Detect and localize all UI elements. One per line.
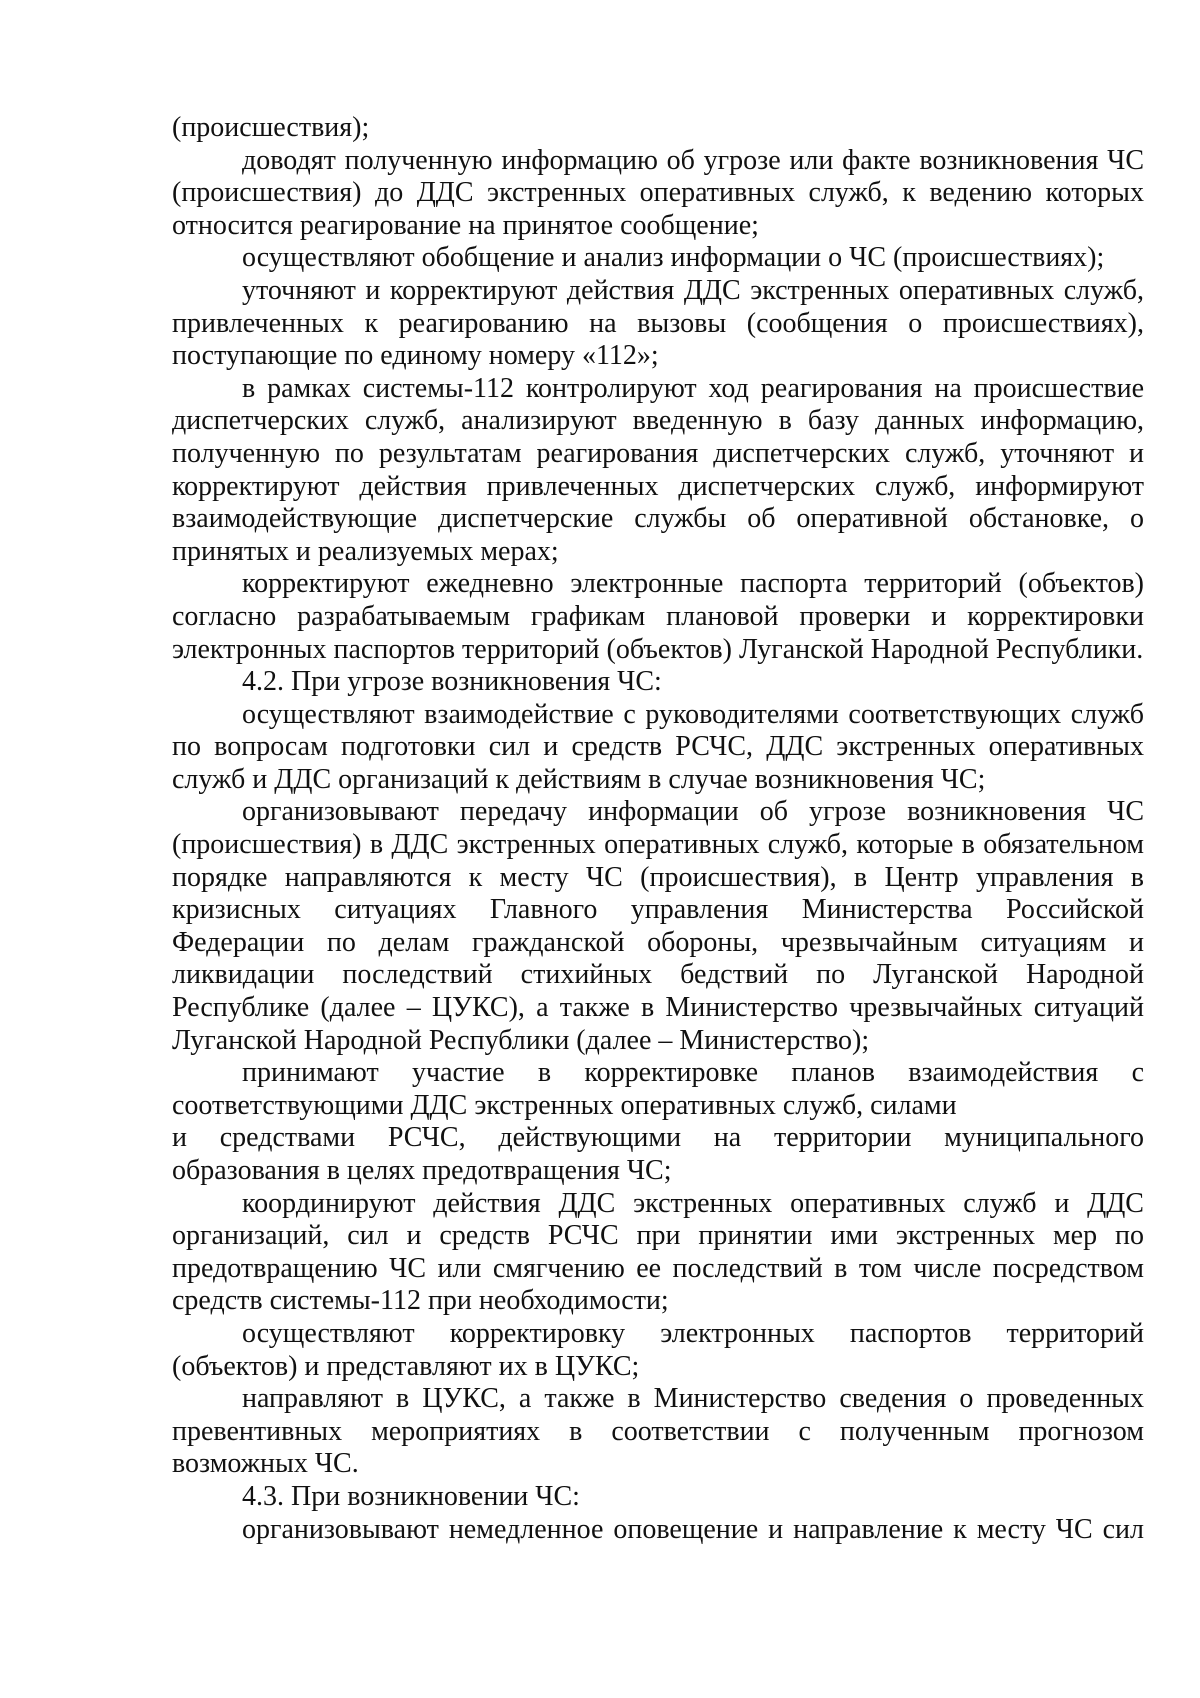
paragraph-12: направляют в ЦУКС, а также в Министерство сведения о проведенных превентивных мероприятиях в соответствии с полученным прогнозом возможных ЧС. [172,1383,1144,1480]
section-heading-4-2: 4.2. При угрозе возникновения ЧС: [242,666,662,698]
paragraph-13: организовывают немедленное оповещение и направление к месту ЧС сил [242,1513,1144,1545]
paragraph-7: осуществляют взаимодействие с руководителями соответствующих служб по вопросам подготовки сил и средств РСЧС, ДДС экстренных оперативных служб и ДДС организаций к действиям в случае возникновения ЧС; [172,698,1144,795]
paragraph-1: (происшествия); [172,112,370,143]
paragraph-8: организовывают передачу информации об угрозе возникновения ЧС (происшествия) в ДДС экстренных оперативных служб, которые в обязательном порядке направляются к месту ЧС (происшествия), в Центр управления в кризисных ситуациях Главного управления Министерства Российской Федерации по делам гражданской обороны, чрезвычайным ситуациям и ликвидации последствий стихийных бедствий по Луганской Народной Республике (далее – ЦУКС), а также в Министерство чрезвычайных ситуаций Луганской Народной Республики (далее – Министерство); [172,796,1144,1056]
paragraph-4: уточняют и корректируют действия ДДС экстренных оперативных служб, привлеченных к реагированию на вызовы (сообщения о происшествиях), поступающие по единому номеру «112»; [172,274,1144,372]
paragraph-6: корректируют ежедневно электронные паспорта территорий (объектов) согласно разрабатываемым графикам плановой проверки и корректировки электронных паспортов территорий (объектов) Луганской Народной Республики. [172,568,1144,665]
paragraph-9a: принимают участие в корректировке планов взаимодействия с соответствующими ДДС экстренных оперативных служб, силами [172,1057,1144,1121]
section-heading-4-3: 4.3. При возникновении ЧС: [242,1480,580,1512]
paragraph-2: доводят полученную информацию об угрозе или факте возникновения ЧС (происшествия) до ДДС экстренных оперативных служб, к ведению которых относится реагирование на принятое сообщение; [172,144,1144,241]
document-page [172,112,1144,1546]
paragraph-11: осуществляют корректировку электронных паспортов территорий (объектов) и представляют их в ЦУКС; [172,1317,1144,1382]
paragraph-5: в рамках системы-112 контролируют ход реагирования на происшествие диспетчерских служб, анализируют введенную в базу данных информацию, полученную по результатам реагирования диспетчерских служб, уточняют и корректируют действия привлеченных диспетчерских служб, информируют взаимодействующие диспетчерские службы об оперативной обстановке, о принятых и реализуемых мерах; [172,372,1144,567]
paragraph-10: координируют действия ДДС экстренных оперативных служб и ДДС организаций, сил и средств РСЧС при принятии ими экстренных мер по предотвращению ЧС или смягчению ее последствий в том числе посредством средств системы-112 при необходимости; [172,1187,1144,1317]
paragraph-3: осуществляют обобщение и анализ информации о ЧС (происшествиях); [242,242,1105,274]
paragraph-9b: и средствами РСЧС, действующими на территории муниципального образования в целях предотвращения ЧС; [172,1122,1144,1186]
